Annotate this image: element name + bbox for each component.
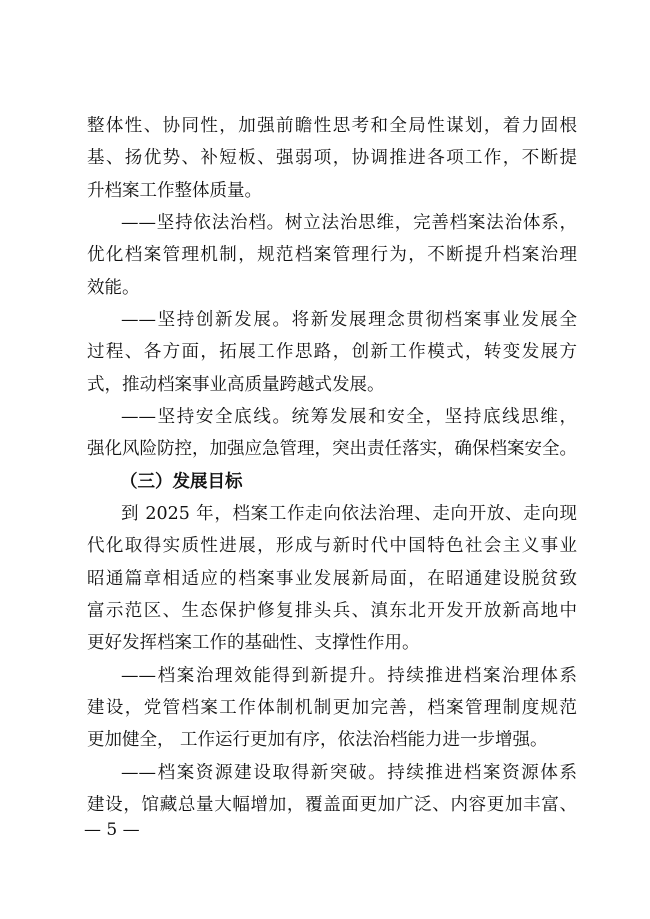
text-line: 建设，党管档案工作体制机制更加完善，档案管理制度规范 <box>87 698 577 718</box>
text-line: ——坚持安全底线。统筹发展和安全，坚持底线思维， <box>121 407 577 427</box>
text-line: ——坚持依法治档。树立法治思维，完善档案法治体系， <box>121 213 577 233</box>
text-line: ——档案治理效能得到新提升。持续推进档案治理体系 <box>121 666 577 686</box>
text-line: 过程、各方面，拓展工作思路，创新工作模式，转变发展方 <box>87 342 577 362</box>
text-line: 到 2025 年，档案工作走向依法治理、走向开放、走向现 <box>121 504 577 524</box>
text-line: ——档案资源建设取得新突破。持续推进档案资源体系 <box>121 763 577 783</box>
text-line: 式，推动档案事业高质量跨越式发展。 <box>87 375 385 395</box>
text-line: 代化取得实质性进展，形成与新时代中国特色社会主义事业 <box>87 536 577 556</box>
text-line: 更好发挥档案工作的基础性、支撑性作用。 <box>87 633 420 653</box>
text-line: 富示范区、生态保护修复排头兵、滇东北开发开放新高地中 <box>87 601 577 621</box>
text-line: 强化风险防控，加强应急管理，突出责任落实，确保档案安全。 <box>87 439 577 459</box>
text-line: 效能。 <box>87 278 140 298</box>
text-line: 昭通篇章相适应的档案事业发展新局面，在昭通建设脱贫致 <box>87 569 577 589</box>
text-line: 基、扬优势、补短板、强弱项，协调推进各项工作，不断提 <box>87 148 577 168</box>
text-line: 更加健全， 工作运行更加有序，依法治档能力进一步增强。 <box>87 730 548 750</box>
section-heading: （三）发展目标 <box>120 472 243 492</box>
text-line: 优化档案管理机制，规范档案管理行为，不断提升档案治理 <box>87 245 577 265</box>
text-line: 升档案工作整体质量。 <box>87 181 262 201</box>
text-line: 建设，馆藏总量大幅增加，覆盖面更加广泛、内容更加丰富、 <box>87 795 577 815</box>
page-number: — 5 — <box>84 820 140 840</box>
text-line: 整体性、协同性，加强前瞻性思考和全局性谋划，着力固根 <box>87 116 577 136</box>
text-line: ——坚持创新发展。将新发展理念贯彻档案事业发展全 <box>121 310 577 330</box>
